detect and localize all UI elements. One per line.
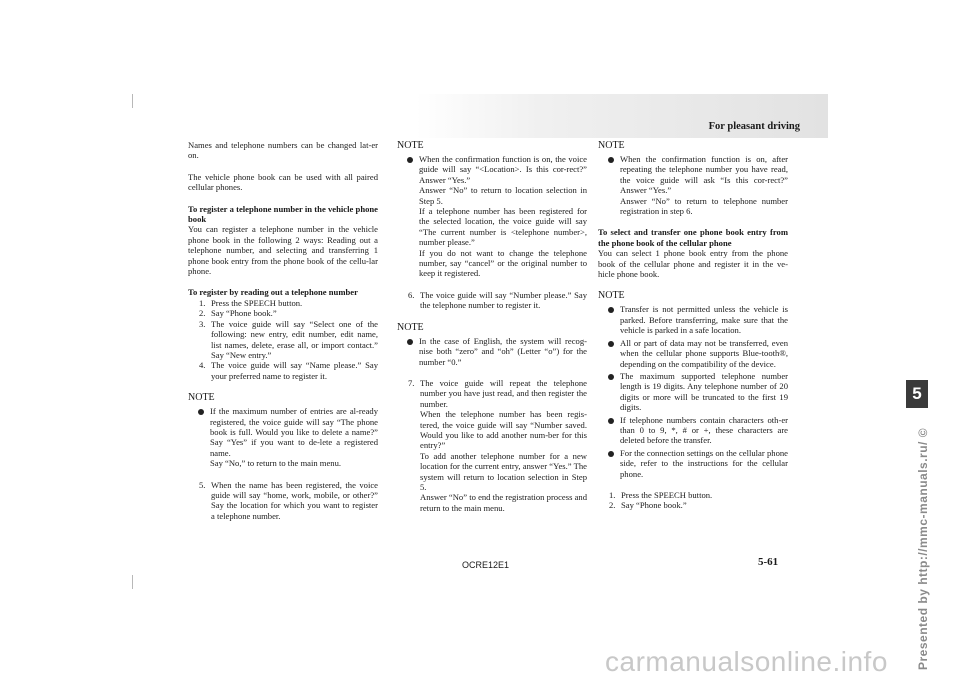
list-item (188, 319, 378, 361)
watermark-text: Presented by http://mmc-manuals.ru/ © (916, 427, 930, 670)
column-1 (188, 140, 378, 521)
document-code: OCRE12E1 (462, 560, 510, 570)
step-text: The voice guide will say “Number please.” Say the telephone number to register it. (420, 289, 587, 311)
note-text: If a telephone number has been registered for the selected location, the voice guide will say “The current number is <telephone number>, number please.” (419, 206, 587, 248)
step-number: 4. (199, 360, 206, 371)
step-number: 2. (609, 500, 616, 511)
note-text: Answer “No” to return to telephone number registration in step 6. (620, 195, 788, 217)
list-item (598, 500, 788, 510)
note-item (598, 448, 788, 479)
step-text: The voice guide will say “Name please.” Say your preferred name to register it. (211, 360, 378, 381)
step-number: 2. (199, 308, 206, 319)
list-item (188, 298, 378, 308)
step-number: 7. (408, 377, 415, 388)
note-text: If you do not want to change the telephone number, say “cancel” or the original number to keep it registered. (419, 247, 587, 279)
note-title: NOTE (598, 290, 625, 302)
bullet-icon (608, 451, 614, 457)
running-title: For pleasant driving (708, 121, 800, 132)
paragraph: You can select 1 phone book entry from the phone book of the cellular phone and register it in the ve-hicle phone book. (598, 248, 788, 280)
note-text: If telephone numbers contain characters oth-er than 0 to 9, *, # or +, these characters are deleted before the transfer. (620, 414, 788, 446)
paragraph: You can register a telephone number in the vehicle phone book in the following 2 ways: Reading out a telephone number, and selecting and transferring 1 phone book entry from the phone book of the cellu-lar phone. (188, 224, 378, 277)
step-text: Press the SPEECH button. (211, 297, 303, 308)
note-item (598, 338, 788, 369)
note-item (188, 406, 378, 468)
step-text: When the telephone number has been regis-tered, the voice guide will say “Number saved. Would you like to add another num-ber for this entry?” (420, 409, 587, 451)
step-number: 1. (609, 489, 616, 500)
note-text: If the maximum number of entries are al-ready registered, the voice guide will say “The phone book is full. Would you like to delete a name?” Say “Yes” if you want to de-lete a registered name. (210, 406, 378, 458)
note-title: NOTE (598, 140, 625, 151)
paragraph: Names and telephone numbers can be changed lat-er on. (188, 140, 378, 161)
list-item (188, 480, 378, 522)
crop-mark-top-left (132, 94, 133, 108)
bullet-icon (608, 157, 614, 163)
bullet-icon (407, 157, 413, 163)
note-text: Transfer is not permitted unless the vehicle is parked. Before transferring, make sure that the vehicle is parked in a safe location. (620, 304, 788, 336)
step-number: 1. (199, 297, 206, 308)
list-item (397, 378, 587, 513)
crop-mark-bottom-left (132, 575, 133, 589)
list-item (397, 290, 587, 311)
note-item (598, 415, 788, 446)
note-text: Say “No,” to return to the main menu. (210, 458, 342, 469)
bullet-icon (608, 418, 614, 424)
note-item (598, 304, 788, 335)
bullet-icon (608, 341, 614, 347)
step-number: 3. (199, 318, 206, 329)
list-item (188, 308, 378, 318)
note-text: For the connection settings on the cellular phone side, refer to the instructions for the cellular phone. (620, 447, 788, 479)
column-2 (397, 140, 587, 513)
note-title: NOTE (397, 321, 424, 333)
note-item (598, 154, 788, 216)
step-text: When the name has been registered, the voice guide will say “home, work, mobile, or other?” Say the location for which you want to register a telephone number. (211, 479, 378, 521)
section-heading: To register a telephone number in the vehicle phone book (188, 203, 378, 225)
step-text: The voice guide will say “Select one of the following: new entry, edit number, edit name, list names, delete, erase all, or import contact.” Say “New entry.” (211, 318, 378, 360)
step-number: 5. (199, 479, 206, 490)
note-title: NOTE (397, 140, 424, 151)
bullet-icon (198, 409, 204, 415)
step-text: To add another telephone number for a new location for the current entry, answer “Yes.” The system will return to location selection in Step 5. (420, 450, 587, 492)
step-text: Press the SPEECH button. (621, 489, 713, 500)
list-item (598, 490, 788, 500)
note-item (598, 371, 788, 413)
step-text: Say “Phone book.” (211, 308, 277, 319)
note-title: NOTE (188, 392, 215, 404)
bullet-icon (608, 307, 614, 313)
note-text: Answer “No” to return to location selection in Step 5. (419, 185, 587, 206)
note-text: All or part of data may not be transferred, even when the cellular phone supports Blue-tooth®, depending on the compatibility of the device. (620, 337, 788, 369)
paragraph: The vehicle phone book can be used with all paired cellular phones. (188, 171, 378, 193)
bullet-icon (407, 339, 413, 345)
section-heading: To register by reading out a telephone number (188, 287, 358, 298)
site-watermark: carmanualsonline.info (605, 646, 888, 677)
note-text: When the confirmation function is on, the voice guide will say “<Location>. Is this cor-rect?” Answer “Yes.” (419, 154, 587, 185)
step-text: The voice guide will repeat the telephone number you have just read, and then register the number. (420, 377, 587, 409)
note-text: When the confirmation function is on, after repeating the telephone number you have read, the voice guide will ask “Is this cor-rect?” Answer “Yes.” (620, 154, 788, 196)
note-item (397, 336, 587, 367)
step-text: Answer “No” to end the registration process and return to the main menu. (420, 492, 587, 513)
step-text: Say “Phone book.” (621, 500, 687, 511)
list-item (188, 360, 378, 381)
section-heading: To select and transfer one phone book entry from the phone book of the cellular phone (598, 227, 788, 248)
chapter-tab: 5 (906, 380, 928, 408)
note-text: The maximum supported telephone number length is 19 digits. Any telephone number of 20 digits or more will be truncated to the first 19 digits. (620, 370, 788, 413)
page-number: 5-61 (758, 556, 779, 568)
column-3 (598, 140, 788, 511)
step-number: 6. (408, 289, 415, 300)
note-text: In the case of English, the system will recog-nise both “zero” and “oh” (Letter “o”) for the number “0.” (419, 335, 587, 367)
bullet-icon (608, 374, 614, 380)
note-item (397, 154, 587, 279)
